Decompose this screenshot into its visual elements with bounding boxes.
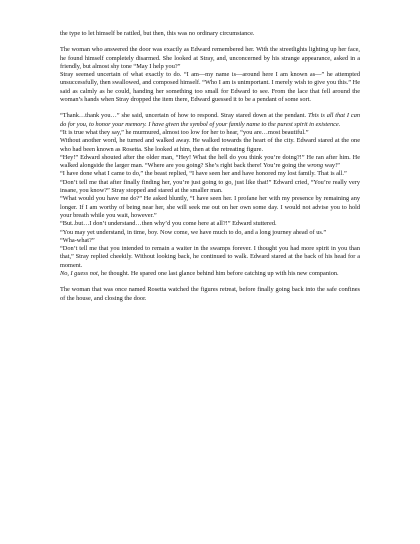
body-paragraph — [60, 220, 360, 228]
body-paragraph — [60, 270, 360, 278]
text-run: “Wha-what?” — [60, 236, 95, 244]
body-paragraph — [60, 237, 360, 245]
body-paragraph — [60, 137, 360, 154]
text-run: way!” — [323, 162, 340, 170]
document-page — [60, 30, 360, 303]
body-paragraph — [60, 129, 360, 137]
body-paragraph — [60, 245, 360, 270]
body-paragraph — [60, 71, 360, 104]
italic-text: This is all that I can do for you, to honor your memory. I have given the symbol of your family name to the purest spirit in existence — [60, 112, 360, 128]
body-paragraph — [60, 179, 360, 196]
paragraph-gap — [60, 38, 360, 46]
text-run: , he thought. He spared one last glance behind him before catching up with his new companion. — [97, 270, 339, 278]
text-run: “I have done what I came to do,” the beast replied, “I have seen her and have honored my lost family. That is all.” — [60, 170, 347, 178]
text-run: “Don’t tell me that after finally finding her, you’re just going to go, just like that!” Edward cried, “You’re really very insane, you know?” Stray stopped and stared at the smaller man. — [60, 178, 360, 195]
text-run: “What would you have me do?” He asked bluntly, “I have seen her. I profane her with my presence by remaining any longer. If I am worthy of being near her, she will seek me out on her own some day. I would not advise you to hold your breath while you wait, however.” — [60, 195, 360, 219]
body-paragraph — [60, 30, 360, 38]
text-run: “But..but…I don’t understand…then why’d you come here at all?!” Edward stuttered. — [60, 220, 277, 228]
body-paragraph — [60, 195, 360, 220]
body-paragraph — [60, 286, 360, 303]
body-paragraph — [60, 229, 360, 237]
text-run: The woman who answered the door was exactly as Edward remembered her. With the streetlights lighting up her face, he found himself completely disarmed. She looked at Stray, and, unconcerned by his strange appearance, asked in a friendly, but almost shy tone “May I help you?” — [60, 46, 360, 70]
body-paragraph — [60, 112, 360, 129]
text-run: “You may yet understand, in time, boy. Now come, we have much to do, and a long journey ahead of us.” — [60, 228, 327, 236]
text-run: Stray seemed uncertain of what exactly to do. “I am—my name is—around here I am known as—” he attempted unsuccessfully, then swallowed, and composed himself. “Who I am is unimportant. I merely wish to give you this.” He said as calmly as he could, handing her something too small for Edward to see. From the lace that fell around the woman’s hands when Stray dropped the item there, Edward guessed it to be a pendant of some sort. — [60, 71, 360, 104]
paragraph-gap — [60, 104, 360, 112]
text-run: the type to let himself be rattled, but then, this was no ordinary circumstance. — [60, 30, 255, 37]
text-run: Without another word, he turned and walked away. He walked towards the heart of the city. Edward stared at the one who had been known as Rosetta. She looked at him, then at the retreating figure. — [60, 137, 360, 153]
paragraph-gap — [60, 278, 360, 286]
body-paragraph — [60, 154, 360, 171]
body-paragraph — [60, 46, 360, 71]
text-run: “Thank…thank you…” she said, uncertain of how to respond. Stray stared down at the pendant. — [60, 112, 308, 120]
text-run: “Don’t tell me that you intended to remain a waiter in the swamps forever. I thought you had more spirit in you than that,” Stray replied cheekily. Without looking back, he continued to walk. Edward stared at the back of his head for a moment. — [60, 245, 360, 269]
italic-text: wrong — [307, 162, 324, 170]
text-run: “Hey!” Edward shouted after the older man, “Hey! What the hell do you think you’re doing?!” He ran after him. He walked alongside the larger man. “Where are you going? She’s right back there! You’re going the — [60, 153, 360, 170]
text-run: “It is true what they say,” he murmured, almost too low for her to hear, “you are…most beautiful.” — [60, 128, 309, 136]
text-run: The woman that was once named Rosetta watched the figures retreat, before finally going back into the safe confines of the house, and closing the door. — [60, 286, 360, 302]
body-paragraph — [60, 170, 360, 178]
italic-text: No, I guess not — [60, 270, 98, 278]
text-run: . — [338, 120, 341, 128]
